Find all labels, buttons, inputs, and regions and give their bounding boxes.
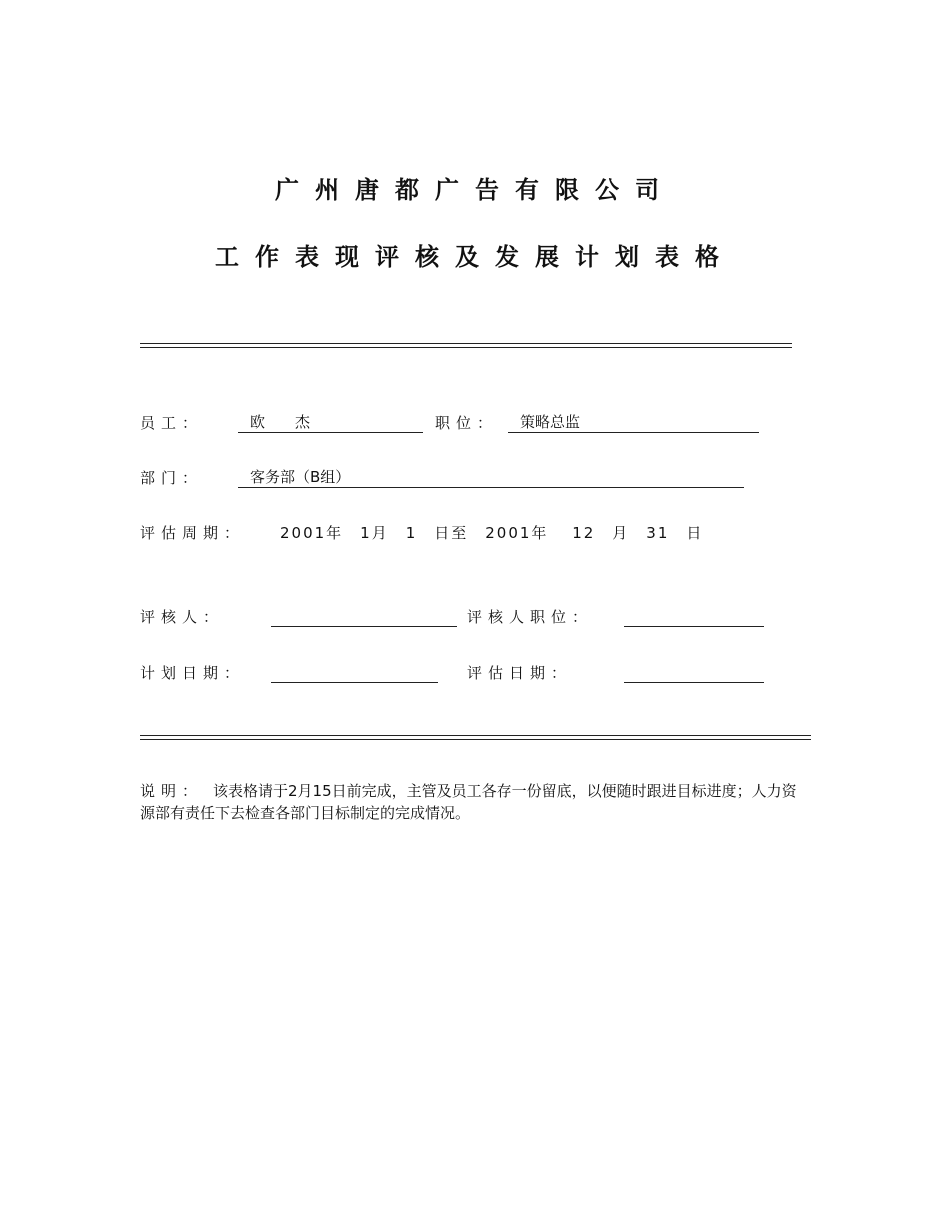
note-label: 说明： <box>140 782 204 800</box>
employee-name-value: 欧 杰 <box>250 413 311 431</box>
reviewer-label: 评核人： <box>140 608 225 626</box>
period-label: 评估周期： <box>140 524 246 542</box>
reviewer-value <box>271 607 283 625</box>
plan-date-label: 计划日期： <box>140 664 246 682</box>
position-label: 职位： <box>435 414 499 432</box>
eval-date-value <box>624 663 636 681</box>
eval-date-label: 评估日期： <box>467 664 573 682</box>
reviewer-position-field[interactable] <box>624 606 764 627</box>
top-divider <box>140 343 792 348</box>
bottom-divider <box>140 735 811 740</box>
note-text: 该表格请于2月15日前完成，主管及员工各存一份留底，以便随时跟进目标进度；人力资源部有责任下去检查各部门目标制定的完成情况。 <box>140 782 797 822</box>
department-field[interactable] <box>238 467 744 488</box>
eval-date-field[interactable] <box>624 662 764 683</box>
period-value: 2001年 1月 1 日至 2001年 12 月 31 日 <box>280 524 704 542</box>
position-value: 策略总监 <box>520 413 581 431</box>
form-title: 工作表现评核及发展计划表格 <box>215 242 735 271</box>
position-field[interactable] <box>508 412 759 433</box>
reviewer-position-value <box>624 607 636 625</box>
department-label: 部门： <box>140 469 204 487</box>
reviewer-field[interactable] <box>271 606 457 627</box>
reviewer-position-label: 评核人职位： <box>467 608 594 626</box>
employee-label: 员工： <box>140 414 204 432</box>
employee-name-field[interactable] <box>238 412 423 433</box>
instructions-note <box>140 780 800 824</box>
company-name: 广州唐都广告有限公司 <box>275 175 675 204</box>
plan-date-value <box>271 663 283 681</box>
plan-date-field[interactable] <box>271 662 438 683</box>
department-value: 客务部（B组） <box>250 468 351 486</box>
